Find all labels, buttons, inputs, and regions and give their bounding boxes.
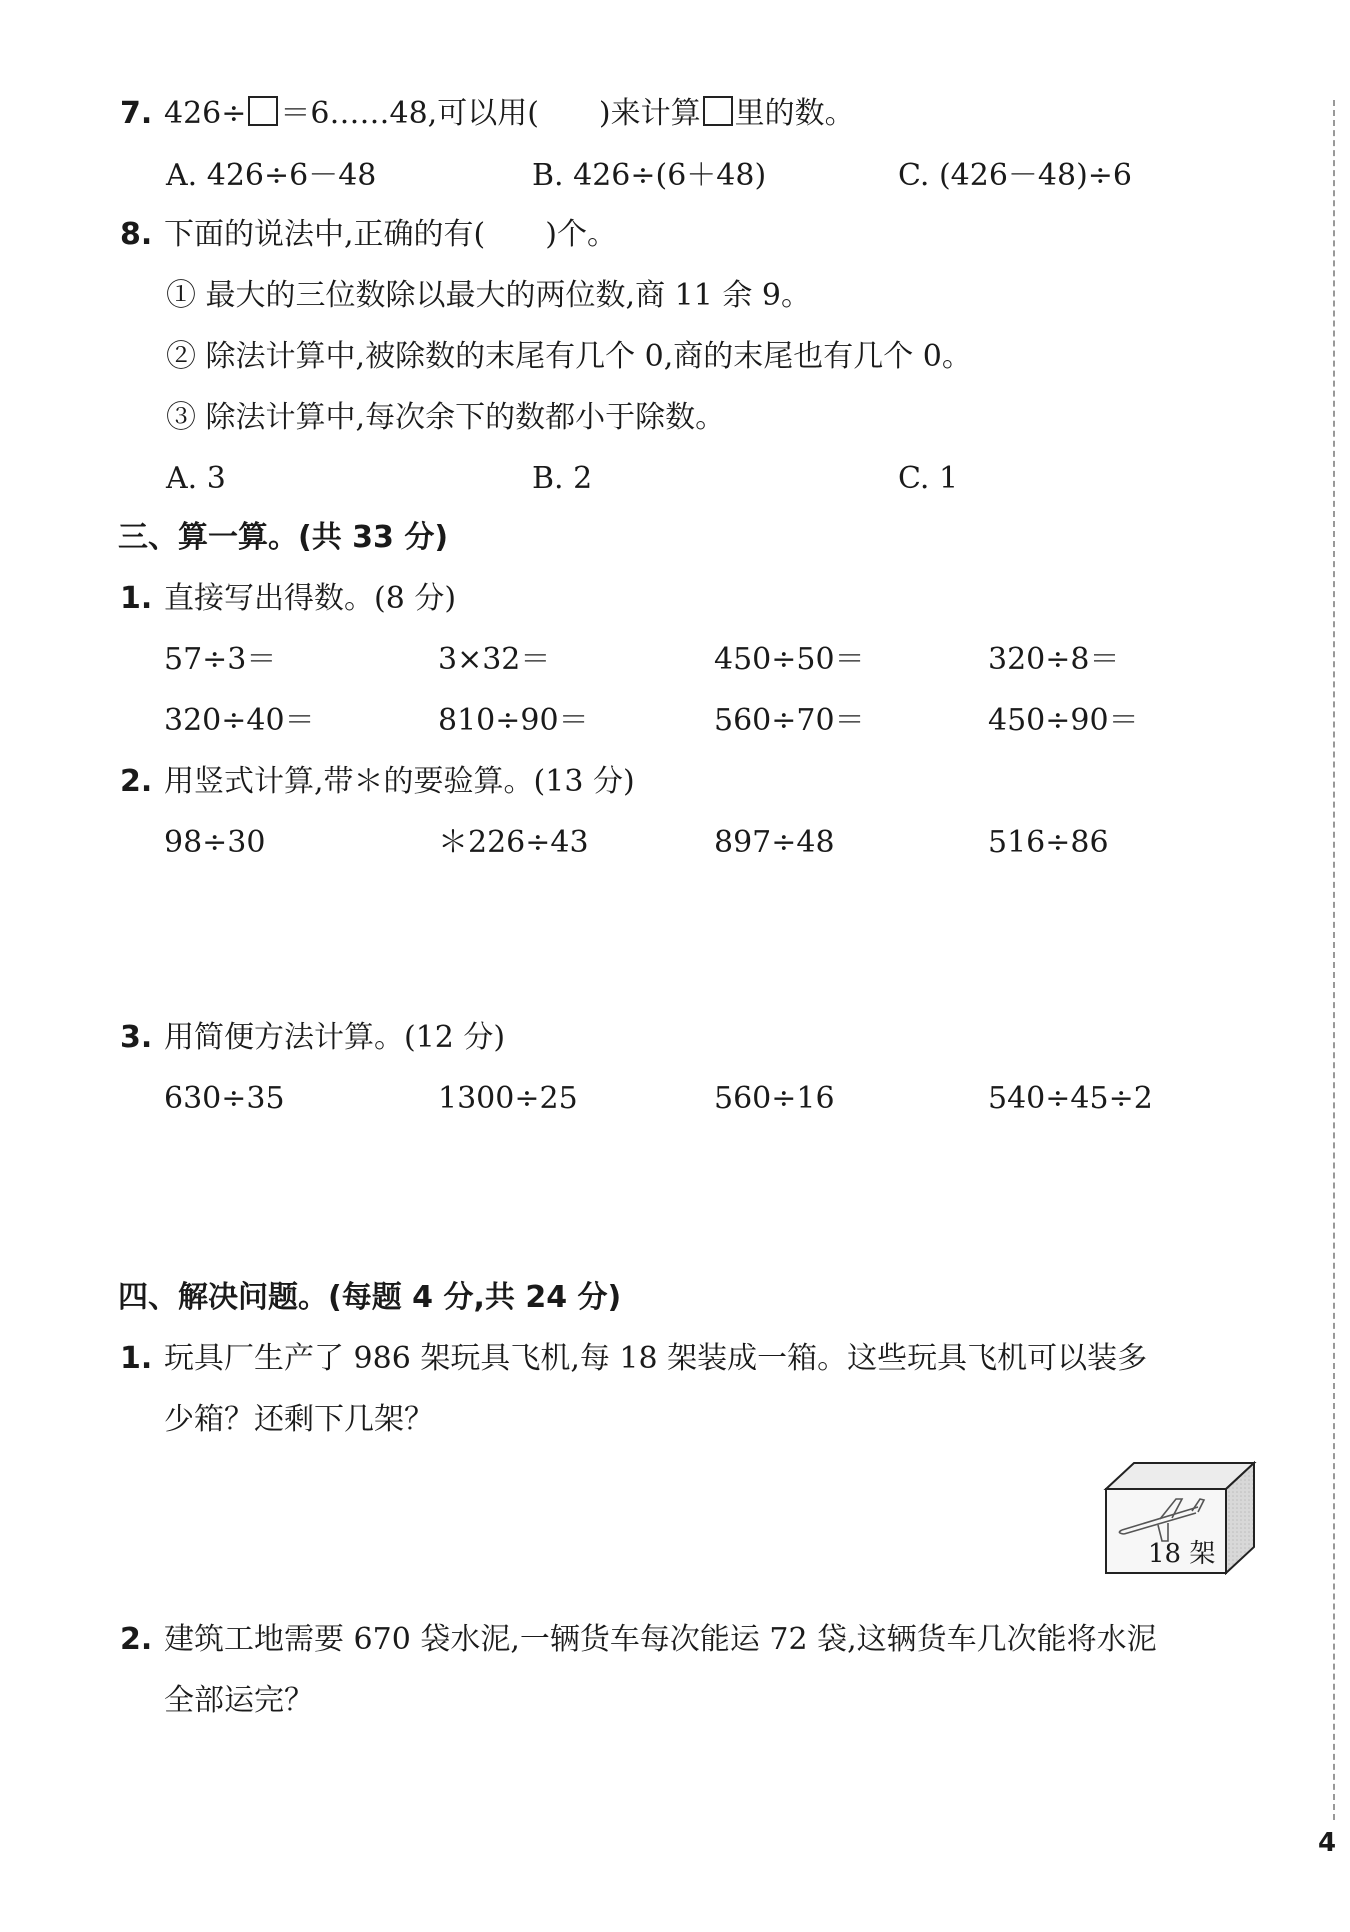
oral-calc-item: 450÷50＝ xyxy=(714,642,865,677)
s3-p3-number: 3. xyxy=(120,1020,153,1055)
simplify-calc-item: 1300÷25 xyxy=(438,1081,578,1116)
s3-p2-text: 用竖式计算,带＊的要验算。(13 分) xyxy=(164,764,635,799)
q8-number: 8. xyxy=(120,217,153,252)
q7-option-c: C. (426－48)÷6 xyxy=(898,158,1133,193)
s3-p2-number: 2. xyxy=(120,764,153,799)
s4-p1-line2: 少箱？还剩下几架？ xyxy=(164,1402,434,1437)
q8-statement-2: ② 除法计算中,被除数的末尾有几个 0,商的末尾也有几个 0。 xyxy=(166,339,972,374)
vertical-calc-item: ＊226÷43 xyxy=(438,825,589,860)
section-3-title: 三、算一算。(共 33 分) xyxy=(118,520,449,555)
s3-p3-text: 用简便方法计算。(12 分) xyxy=(164,1020,506,1055)
q7-stem xyxy=(120,94,855,134)
oral-calc-item: 450÷90＝ xyxy=(988,703,1139,738)
q8-statement-3: ③ 除法计算中,每次余下的数都小于除数。 xyxy=(166,400,726,435)
answer-box xyxy=(248,96,278,126)
s4-p2-line2: 全部运完？ xyxy=(164,1683,314,1718)
binding-dashed-line xyxy=(1333,100,1335,1820)
oral-calc-item: 3×32＝ xyxy=(438,642,551,677)
vertical-calc-item: 897÷48 xyxy=(714,825,835,860)
toy-plane-box-illustration xyxy=(1100,1455,1260,1575)
s3-p2-heading xyxy=(120,762,635,802)
s4-p1-line1 xyxy=(120,1339,1147,1379)
oral-calc-item: 57÷3＝ xyxy=(164,642,277,677)
q7-stem-part-a: 426÷ xyxy=(164,96,247,131)
s4-p1-number: 1. xyxy=(120,1341,153,1376)
q7-option-b: B. 426÷(6＋48) xyxy=(532,158,767,193)
simplify-calc-item: 630÷35 xyxy=(164,1081,285,1116)
page-number: 4 xyxy=(1318,1828,1337,1858)
vertical-calc-item: 98÷30 xyxy=(164,825,266,860)
q8-stem-text: 下面的说法中,正确的有( )个。 xyxy=(164,217,617,252)
q8-stem xyxy=(120,215,617,255)
q8-statement-1: ① 最大的三位数除以最大的两位数,商 11 余 9。 xyxy=(166,278,811,313)
s3-p1-heading xyxy=(120,579,456,619)
q7-stem-part-b: ＝6……48,可以用( )来计算 xyxy=(280,96,701,131)
q8-option-c: C. 1 xyxy=(898,461,959,496)
q8-option-b: B. 2 xyxy=(532,461,593,496)
q7-stem-part-c: 里的数。 xyxy=(734,96,855,131)
oral-calc-item: 810÷90＝ xyxy=(438,703,589,738)
s3-p3-heading xyxy=(120,1018,505,1058)
simplify-calc-item: 540÷45÷2 xyxy=(988,1081,1153,1116)
s4-p2-text-1: 建筑工地需要 670 袋水泥,一辆货车每次能运 72 袋,这辆货车几次能将水泥 xyxy=(164,1622,1157,1657)
section-4-title: 四、解决问题。(每题 4 分,共 24 分) xyxy=(118,1280,622,1315)
oral-calc-item: 320÷8＝ xyxy=(988,642,1120,677)
answer-box xyxy=(703,96,733,126)
s4-p2-line1 xyxy=(120,1620,1157,1660)
s3-p1-text: 直接写出得数。(8 分) xyxy=(164,581,457,616)
vertical-calc-item: 516÷86 xyxy=(988,825,1109,860)
oral-calc-item: 320÷40＝ xyxy=(164,703,315,738)
s4-p2-number: 2. xyxy=(120,1622,153,1657)
s4-p1-text-1: 玩具厂生产了 986 架玩具飞机,每 18 架装成一箱。这些玩具飞机可以装多 xyxy=(164,1341,1148,1376)
s3-p1-number: 1. xyxy=(120,581,153,616)
q7-number: 7. xyxy=(120,96,153,131)
oral-calc-item: 560÷70＝ xyxy=(714,703,865,738)
simplify-calc-item: 560÷16 xyxy=(714,1081,835,1116)
q8-option-a: A. 3 xyxy=(166,461,226,496)
box-label: 18 架 xyxy=(1148,1539,1216,1569)
q7-option-a: A. 426÷6－48 xyxy=(166,158,377,193)
